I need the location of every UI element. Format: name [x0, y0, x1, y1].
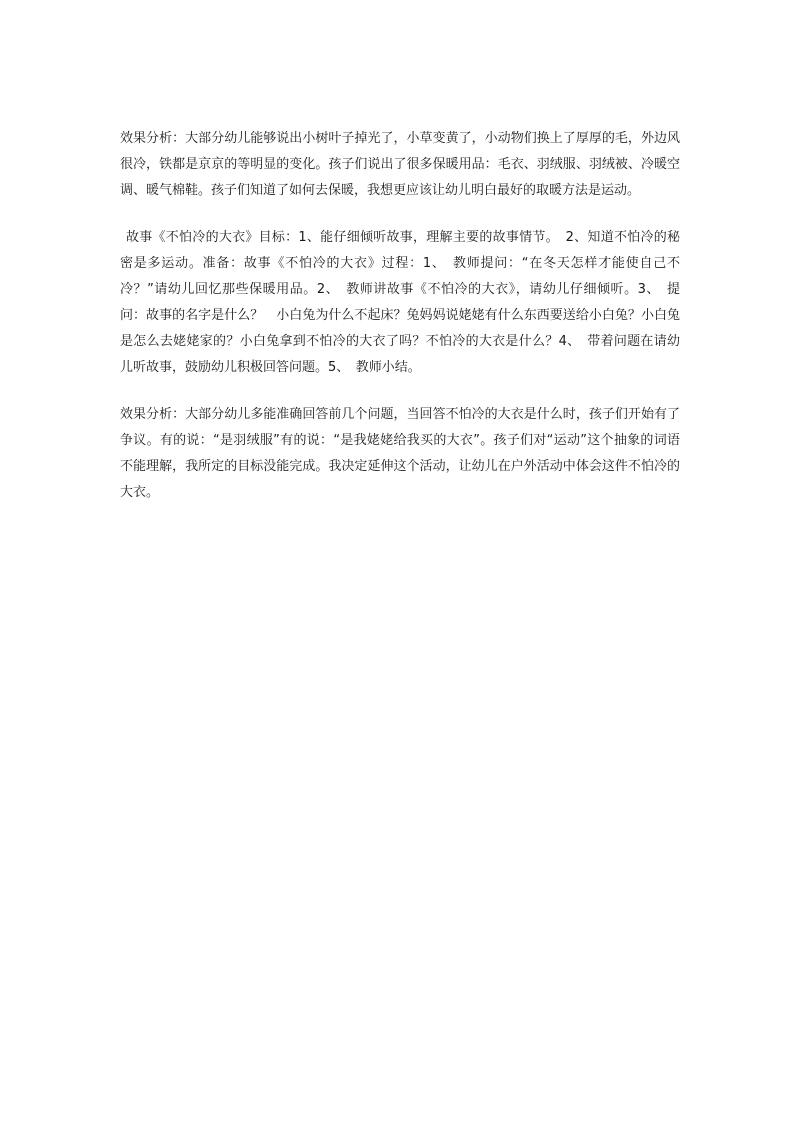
story-lesson-plan-paragraph: 故事《不怕冷的大衣》目标：1、能仔细倾听故事，理解主要的故事情节。 2、知道不怕冷的秘密是多运动。准备：故事《不怕冷的大衣》过程：1、 教师提问：“在冬天怎样才能使自己不冷？”请幼儿回忆那些保暖用品。2、 教师讲故事《不怕冷的大衣》，请幼儿仔细倾听。3、 提问：故事的名字是什么？ 小白兔为什么不起床？兔妈妈说姥姥有什么东西要送给小白兔？小白兔是怎么去姥姥家的？小白兔拿到不怕冷的大衣了吗？不怕冷的大衣是什么？4、 带着问题在请幼儿听故事，鼓励幼儿积极回答问题。5、 教师小结。: [120, 230, 680, 375]
document-body: [120, 126, 680, 506]
effect-analysis-paragraph-1: 效果分析：大部分幼儿能够说出小树叶子掉光了，小草变黄了，小动物们换上了厚厚的毛，外边风很冷，铁都是京京的等明显的变化。孩子们说出了很多保暖用品：毛衣、羽绒服、羽绒被、冷暖空调、暖气棉鞋。孩子们知道了如何去保暖，我想更应该让幼儿明白最好的取暖方法是运动。: [120, 131, 680, 198]
effect-analysis-paragraph-2: 效果分析：大部分幼儿多能准确回答前几个问题，当回答不怕冷的大衣是什么时，孩子们开始有了争议。有的说：“是羽绒服”有的说：“是我姥姥给我买的大衣”。孩子们对“运动”这个抽象的词语不能理解，我所定的目标没能完成。我决定延伸这个活动，让幼儿在户外活动中体会这件不怕冷的大衣。: [120, 407, 680, 500]
